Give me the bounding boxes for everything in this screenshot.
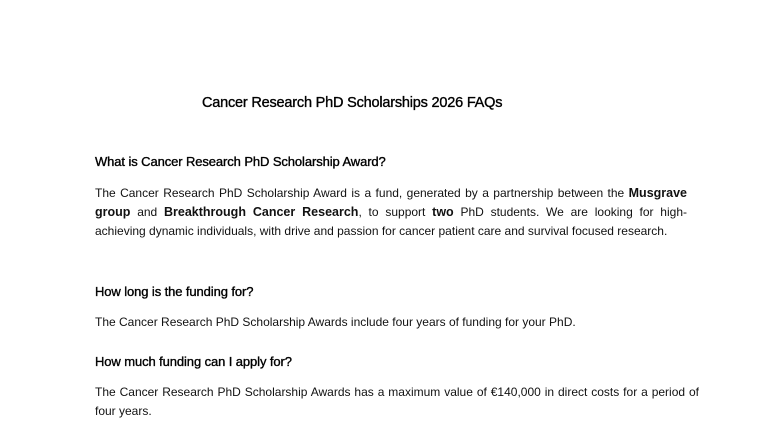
faq-question-funding-duration: How long is the funding for? bbox=[95, 284, 254, 299]
answer-text: The Cancer Research PhD Scholarship Award is a fund, generated by a partnership between the bbox=[95, 186, 629, 200]
faq-answer-funding-amount: The Cancer Research PhD Scholarship Awards has a maximum value of €140,000 in direct costs for a period of four years. bbox=[95, 385, 699, 418]
page-title: Cancer Research PhD Scholarships 2026 FAQs bbox=[202, 95, 503, 111]
faq-answer-funding-duration: The Cancer Research PhD Scholarship Awards include four years of funding for your PhD. bbox=[95, 315, 576, 329]
answer-text: PhD students. We are looking for high-achieving dynamic individuals, with drive and passion for cancer patient care and survival focused research. bbox=[95, 205, 687, 238]
partner-name-musgrave: Musgrave group bbox=[95, 186, 687, 219]
faq-question-funding-amount: How much funding can I apply for? bbox=[95, 354, 292, 369]
partner-name-breakthrough: Breakthrough Cancer Research bbox=[164, 205, 359, 219]
student-count: two bbox=[432, 205, 454, 219]
faq-question-what-is-award: What is Cancer Research PhD Scholarship Award? bbox=[95, 154, 386, 169]
faq-answer-what-is-award bbox=[95, 184, 687, 241]
answer-text: and bbox=[130, 205, 164, 219]
answer-text: , to support bbox=[358, 205, 433, 219]
